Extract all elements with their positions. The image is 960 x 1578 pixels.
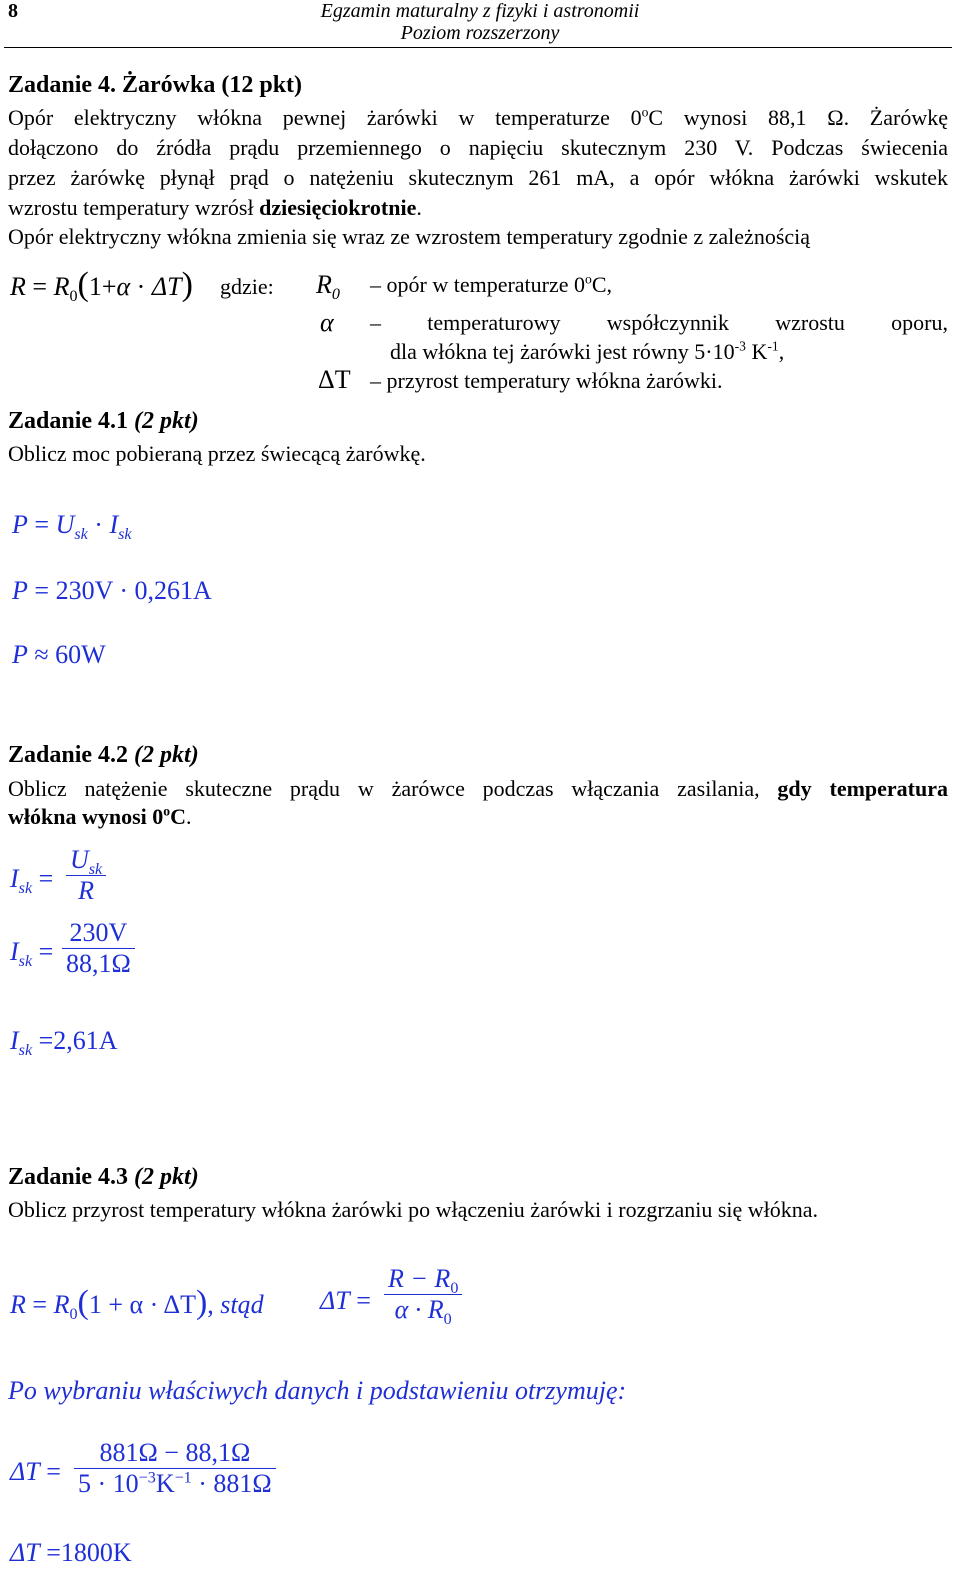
resistance-formula: $R = R_0(1+\alpha \cdot \Delta T)$ — [10, 266, 193, 306]
def-symbol-delta-t: ΔT — [318, 365, 351, 394]
answer-4-3-eq1-delta: ΔT = — [320, 1286, 371, 1315]
where-label: gdzie: — [220, 274, 274, 299]
subtask-4-2-prompt-line2: włókna wynosi 0$^o$C. — [8, 803, 192, 829]
answer-4-2-eq2-fraction: 230V 88,1Ω — [62, 918, 135, 979]
header-title-line2: Poziom rozszerzony — [400, 22, 560, 44]
subtask-4-1-title: Zadanie 4.1 (2 pkt) — [8, 408, 199, 434]
def-text-alpha-line2: dla włókna tej żarówki jest równy $5\cdot 10^{-3}$ $K^{-1}$, — [390, 338, 785, 364]
answer-4-1-eq2: P = 230V · 0,261A — [12, 576, 212, 605]
answer-4-3-eq1-left: $R = R_0(1 + \alpha \cdot \Delta T)$, stąd — [10, 1284, 264, 1324]
def-text-alpha: – temperaturowy współczynnik wzrostu oporu, — [370, 310, 948, 335]
def-text-delta-t: – przyrost temperatury włókna żarówki. — [370, 368, 723, 393]
subtask-4-2-title: Zadanie 4.2 (2 pkt) — [8, 742, 199, 768]
subtask-4-1-prompt: Oblicz moc pobieraną przez świecącą żarówkę. — [8, 441, 426, 466]
header-title-line1: Egzamin maturalny z fizyki i astronomii — [320, 0, 640, 22]
task-paragraph-line2: dołączono do źródła prądu przemiennego o napięciu skutecznym 230 V. Podczas świecenia — [8, 135, 948, 160]
page-number: 8 — [8, 0, 18, 22]
answer-4-2-eq2-lhs: $I_{sk}$ = — [10, 937, 54, 971]
answer-4-2-eq3: $I_{sk} =2,61A$ — [10, 1026, 118, 1060]
answer-4-3-eq3: ΔT =1800K — [10, 1538, 132, 1567]
answer-4-3-eq2-lhs: ΔT = — [10, 1457, 61, 1486]
answer-4-2-eq1-lhs: $I_{sk}$ = — [10, 864, 54, 898]
def-symbol-alpha: α — [320, 308, 334, 337]
def-text-r0: – opór w temperaturze 0$^o$C, — [370, 271, 613, 297]
answer-4-2-eq1-fraction: $U_{sk}$ R — [66, 845, 106, 906]
task-title: Zadanie 4. Żarówka (12 pkt) — [8, 72, 303, 98]
task-paragraph-line1: Opór elektryczny włókna pewnej żarówki w temperaturze 0$^o$C wynosi 88,1 Ω. Żarówkę — [8, 104, 948, 130]
task-paragraph-line3: przez żarówkę płynął prąd o natężeniu skutecznym 261 mA, a opór włókna żarówki wskutek — [8, 165, 948, 190]
subtask-4-3-title: Zadanie 4.3 (2 pkt) — [8, 1164, 199, 1190]
answer-4-3-note: Po wybraniu właściwych danych i podstawieniu otrzymuję: — [8, 1376, 627, 1405]
subtask-4-3-prompt: Oblicz przyrost temperatury włókna żarówki po włączeniu żarówki i rozgrzaniu się włókna. — [8, 1197, 819, 1222]
header-rule — [4, 47, 952, 48]
task-paragraph-2: Opór elektryczny włókna zmienia się wraz ze wzrostem temperatury zgodnie z zależnością — [8, 224, 811, 249]
answer-4-3-eq2-fraction: 881Ω − 88,1Ω $5 \cdot 10^{-3}K^{-1} \cdot 881\Omega$ — [74, 1438, 276, 1499]
def-symbol-r0: $R_0$ — [316, 270, 340, 304]
subtask-4-2-prompt-line1: Oblicz natężenie skuteczne prądu w żarówce podczas włączania zasilania, gdy temperatura — [8, 776, 948, 801]
answer-4-3-eq1-fraction: $R - R_0$ $\alpha \cdot R_0$ — [384, 1264, 462, 1325]
task-paragraph-line4: wzrostu temperatury wzrósł dziesięciokrotnie. — [8, 195, 422, 220]
answer-4-1-eq3: P ≈ 60W — [12, 640, 106, 669]
answer-4-1-eq1: $P = U_{sk} \cdot I_{sk}$ — [12, 510, 132, 544]
